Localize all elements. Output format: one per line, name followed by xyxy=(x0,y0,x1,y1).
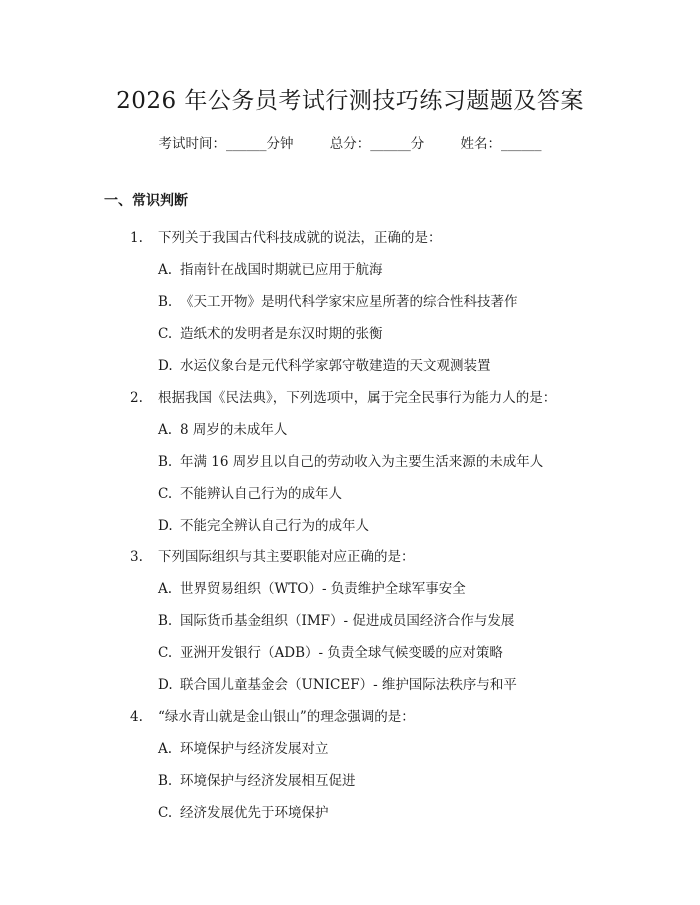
option-text: 国际货币基金组织（IMF）- 促进成员国经济合作与发展 xyxy=(180,613,515,629)
option-letter: D. xyxy=(158,518,173,534)
question-number: 4. xyxy=(130,709,143,725)
option-text: 8 周岁的未成年人 xyxy=(180,422,288,438)
question-text: 根据我国《民法典》，下列选项中，属于完全民事行为能力人的是： xyxy=(158,390,557,406)
option-text: 不能辨认自己行为的成年人 xyxy=(180,486,342,502)
option-letter: C. xyxy=(158,326,173,342)
question-number: 3. xyxy=(130,549,143,565)
option-text: 联合国儿童基金会（UNICEF）- 维护国际法秩序与和平 xyxy=(180,677,517,693)
option-letter: B. xyxy=(158,773,173,789)
question-number: 1. xyxy=(130,230,143,246)
question-4 xyxy=(130,705,415,725)
question-1 xyxy=(130,226,442,246)
option-text: 指南针在战国时期就已应用于航海 xyxy=(180,262,383,278)
option-letter: C. xyxy=(158,645,173,661)
option-text: 水运仪象台是元代科学家郭守敬建造的天文观测装置 xyxy=(180,358,491,374)
option-letter: A. xyxy=(158,422,173,438)
option-text: 不能完全辨认自己行为的成年人 xyxy=(180,518,369,534)
option-text: 亚洲开发银行（ADB）- 负责全球气候变暖的应对策略 xyxy=(180,645,503,661)
question-3-option-c xyxy=(158,641,503,661)
option-text: 环境保护与经济发展对立 xyxy=(180,741,329,757)
question-3-option-a xyxy=(158,577,466,597)
question-text: 下列国际组织与其主要职能对应正确的是： xyxy=(158,549,415,565)
question-2-option-b xyxy=(158,450,543,470)
option-letter: B. xyxy=(158,454,173,470)
question-2 xyxy=(130,386,556,406)
option-letter: A. xyxy=(158,262,173,278)
question-3 xyxy=(130,545,415,565)
option-letter: B. xyxy=(158,613,173,629)
question-1-option-a xyxy=(158,258,383,278)
total-score-field: 总分：______分 xyxy=(329,136,425,152)
option-text: 经济发展优先于环境保护 xyxy=(180,805,329,821)
question-1-option-b xyxy=(158,290,518,310)
question-text: 下列关于我国古代科技成就的说法，正确的是： xyxy=(158,230,442,246)
option-letter: D. xyxy=(158,358,173,374)
section-title: 一、常识判断 xyxy=(104,193,188,209)
document-title: 2026 年公务员考试行测技巧练习题题及答案 xyxy=(116,88,584,114)
option-text: 造纸术的发明者是东汉时期的张衡 xyxy=(180,326,383,342)
question-1-option-d xyxy=(158,354,491,374)
question-4-option-a xyxy=(158,737,329,757)
question-text: “绿水青山就是金山银山”的理念强调的是： xyxy=(158,709,415,725)
question-2-option-c xyxy=(158,482,342,502)
question-2-option-d xyxy=(158,514,369,534)
exam-time-field: 考试时间：______分钟 xyxy=(158,136,294,152)
option-text: 世界贸易组织（WTO）- 负责维护全球军事安全 xyxy=(180,581,466,597)
question-4-option-b xyxy=(158,769,356,789)
question-3-option-d xyxy=(158,673,517,693)
option-text: 环境保护与经济发展相互促进 xyxy=(180,773,356,789)
question-3-option-b xyxy=(158,609,514,629)
question-2-option-a xyxy=(158,418,287,438)
option-letter: D. xyxy=(158,677,173,693)
option-text: 年满 16 周岁且以自己的劳动收入为主要生活来源的未成年人 xyxy=(180,454,544,470)
option-text: 《天工开物》是明代科学家宋应星所著的综合性科技著作 xyxy=(180,294,518,310)
question-4-option-c xyxy=(158,801,329,821)
option-letter: C. xyxy=(158,486,173,502)
option-letter: A. xyxy=(158,741,173,757)
option-letter: B. xyxy=(158,294,173,310)
question-1-option-c xyxy=(158,322,383,342)
name-field: 姓名：______ xyxy=(460,136,542,152)
question-number: 2. xyxy=(130,390,143,406)
exam-info xyxy=(0,132,700,152)
option-letter: C. xyxy=(158,805,173,821)
option-letter: A. xyxy=(158,581,173,597)
